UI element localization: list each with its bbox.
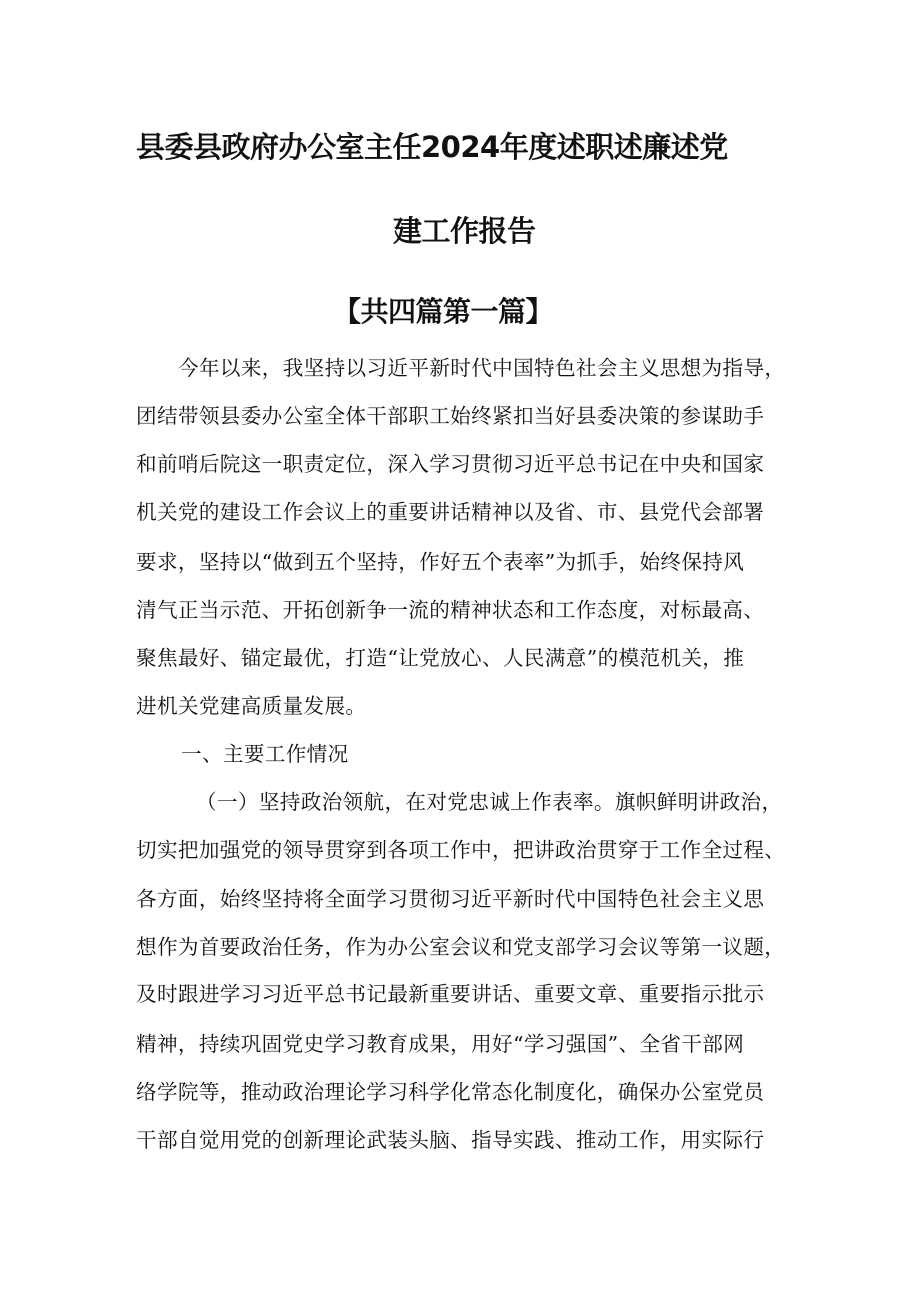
paragraph-line: 切实把加强党的领导贯穿到各项工作中，把讲政治贯穿于工作全过程、 bbox=[136, 838, 786, 862]
paragraph-line: 要求，坚持以“做到五个坚持，作好五个表率”为抓手，始终保持风 bbox=[136, 550, 745, 574]
paragraph-line: 聚焦最好、锚定最优，打造“让党放心、人民满意”的模范机关，推 bbox=[136, 646, 745, 670]
paragraph-line: 清气正当示范、开拓创新争一流的精神状态和工作态度，对标最高、 bbox=[136, 598, 765, 622]
paragraph-line: 团结带领县委办公室全体干部职工始终紧扣当好县委决策的参谋助手 bbox=[136, 404, 765, 428]
paragraph-line: 进机关党建高质量发展。 bbox=[136, 694, 367, 718]
paragraph-line: 各方面，始终坚持将全面学习贯彻习近平新时代中国特色社会主义思 bbox=[136, 887, 765, 911]
paragraph-line: （一）坚持政治领航，在对党忠诚上作表率。旗帜鲜明讲政治， bbox=[196, 790, 783, 814]
paragraph-line: 今年以来，我坚持以习近平新时代中国特色社会主义思想为指导， bbox=[178, 356, 786, 380]
document-title-line-1: 县委县政府办公室主任2024年度述职述廉述党 bbox=[136, 130, 728, 164]
document-subtitle: 【共四篇第一篇】 bbox=[333, 295, 554, 328]
paragraph-line: 及时跟进学习习近平总书记最新重要讲话、重要文章、重要指示批示 bbox=[136, 982, 765, 1006]
paragraph-line: 机关党的建设工作会议上的重要讲话精神以及省、市、县党代会部署 bbox=[136, 500, 765, 524]
paragraph-line: 想作为首要政治任务，作为办公室会议和党支部学习会议等第一议题， bbox=[136, 935, 786, 959]
section-heading: 一、主要工作情况 bbox=[181, 742, 349, 766]
paragraph-line: 精神，持续巩固党史学习教育成果，用好“学习强国”、全省干部网 bbox=[136, 1032, 745, 1056]
document-title-line-2: 建工作报告 bbox=[393, 214, 536, 248]
paragraph-line: 和前哨后院这一职责定位，深入学习贯彻习近平总书记在中央和国家 bbox=[136, 452, 765, 476]
paragraph-line: 络学院等，推动政治理论学习科学化常态化制度化，确保办公室党员 bbox=[136, 1080, 765, 1104]
paragraph-line: 干部自觉用党的创新理论武装头脑、指导实践、推动工作，用实际行 bbox=[136, 1128, 765, 1152]
